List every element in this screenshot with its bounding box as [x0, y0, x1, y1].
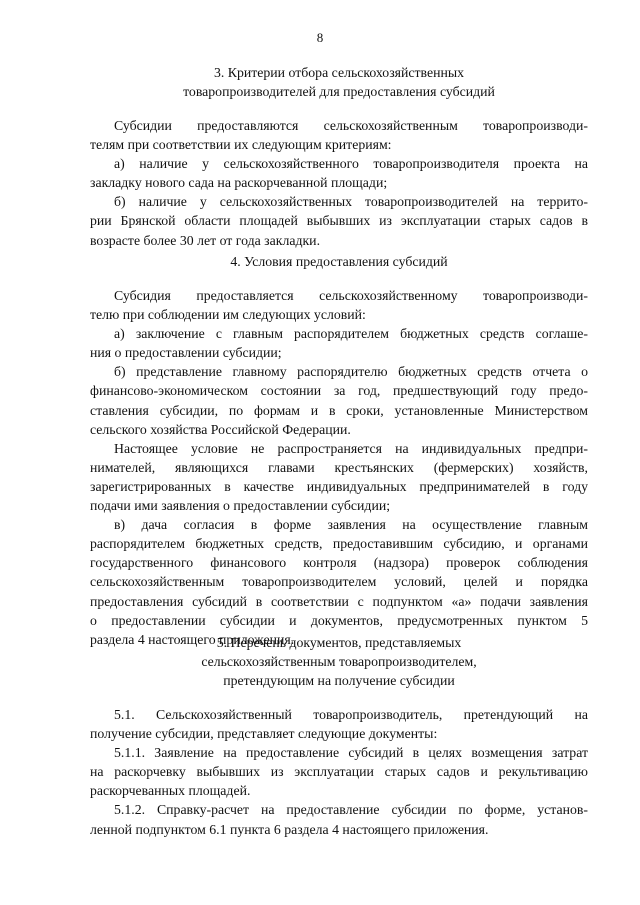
paragraph-line: на раскорчевку выбывших из эксплуатации старых садов и рекультивацию: [90, 764, 588, 780]
heading-line: 5. Перечень документов, представляемых: [216, 635, 462, 650]
paragraph-line: подачи ими заявления о предоставлении субсидии;: [90, 498, 391, 514]
page-number: 8: [316, 30, 324, 45]
paragraph-line: сельского хозяйства Российской Федерации.: [90, 421, 351, 437]
paragraph-line: телям при соответствии их следующим критериям:: [90, 137, 392, 153]
paragraph-line: ставления субсидии, по формам и в сроки, установленные Министерством: [90, 402, 588, 418]
paragraph-line: телю при соблюдении им следующих условий:: [90, 307, 366, 323]
paragraph-line: о предоставлении субсидии и документов, предусмотренных пунктом 5: [90, 612, 588, 628]
paragraph-line: б) представление главному распорядителю бюджетных средств отчета о: [114, 364, 588, 380]
heading-line: претендующим на получение субсидии: [223, 673, 455, 689]
paragraph-line: Субсидия предоставляется сельскохозяйственному товаропроизводи-: [114, 288, 588, 303]
section-4-body: [90, 286, 588, 649]
paragraph-line: предоставления субсидий в соответствии с подпунктом «а» подачи заявления: [90, 593, 588, 609]
paragraph-line: 5.1. Сельскохозяйственный товаропроизводитель, претендующий на: [114, 707, 588, 722]
paragraph-line: сельскохозяйственным товаропроизводителем условий, целей и порядка: [90, 574, 588, 590]
section-3-heading: [90, 63, 588, 101]
paragraph-line: раздела 4 настоящего приложения.: [90, 631, 295, 647]
paragraph-line: возрасте более 30 лет от года закладки.: [90, 232, 321, 248]
paragraph-line: нимателей, являющихся главами крестьянских (фермерских) хозяйств,: [90, 459, 588, 475]
paragraph-line: ния о предоставлении субсидии;: [90, 345, 282, 361]
section-3-body: [90, 116, 588, 250]
section-5-heading: [90, 633, 588, 690]
section-4-heading: [90, 252, 588, 271]
paragraph-line: распорядителем бюджетных средств, предоставившим субсидию, и органами: [90, 536, 588, 552]
paragraph-line: ленной подпунктом 6.1 пункта 6 раздела 4 настоящего приложения.: [90, 821, 489, 837]
paragraph-line: финансово-экономическом состоянии за год, предшествующий году предо-: [90, 383, 588, 399]
paragraph-line: государственного финансового контроля (надзора) проверок соблюдения: [90, 555, 588, 571]
paragraph-line: Настоящее условие не распространяется на индивидуальных предпри-: [114, 440, 588, 456]
heading-line: 4. Условия предоставления субсидий: [230, 254, 448, 269]
paragraph-line: закладку нового сада на раскорчеванной площади;: [90, 175, 388, 191]
heading-line: товаропроизводителей для предоставления субсидий: [183, 84, 495, 100]
paragraph-line: в) дача согласия в форме заявления на осуществление главным: [114, 517, 588, 533]
paragraph-line: получение субсидии, представляет следующие документы:: [90, 726, 438, 742]
paragraph-line: раскорчеванных площадей.: [90, 783, 251, 799]
heading-line: 3. Критерии отбора сельскохозяйственных: [213, 65, 465, 80]
paragraph-line: Субсидии предоставляются сельскохозяйственным товаропроизводи-: [114, 118, 588, 133]
paragraph-line: а) заключение с главным распорядителем бюджетных средств соглаше-: [114, 326, 588, 342]
section-5-body: [90, 705, 588, 839]
paragraph-line: б) наличие у сельскохозяйственных товаропроизводителей на террито-: [114, 194, 588, 210]
paragraph-line: 5.1.2. Справку-расчет на предоставление субсидии по форме, установ-: [114, 802, 588, 818]
paragraph-line: рии Брянской области площадей выбывших из эксплуатации старых садов в: [90, 213, 588, 229]
heading-line: сельскохозяйственным товаропроизводителем,: [201, 654, 477, 670]
paragraph-line: а) наличие у сельскохозяйственного товаропроизводителя проекта на: [114, 156, 588, 172]
paragraph-line: зарегистрированных в качестве индивидуальных предпринимателей в году: [90, 478, 588, 494]
paragraph-line: 5.1.1. Заявление на предоставление субсидий в целях возмещения затрат: [114, 745, 588, 761]
